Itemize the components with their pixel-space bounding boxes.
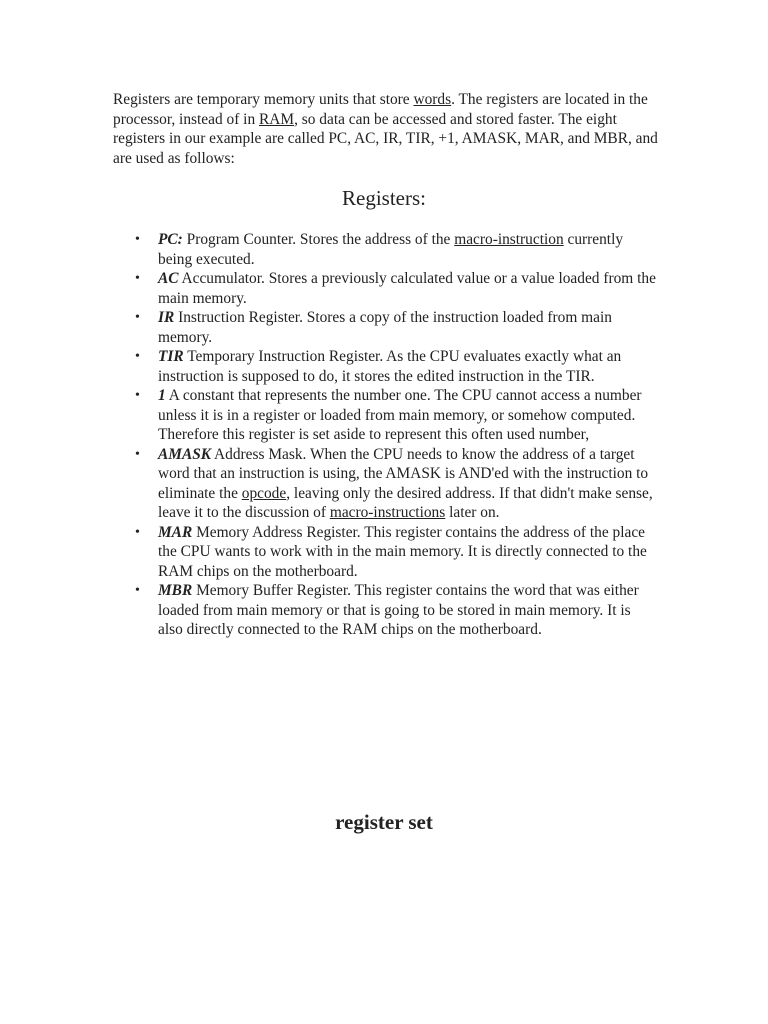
register-name: PC: — [158, 231, 183, 248]
register-item-mbr — [135, 581, 658, 640]
bullet-icon: • — [135, 310, 140, 325]
register-name: AC — [158, 270, 179, 287]
bullet-icon: • — [135, 583, 140, 598]
registers-heading: Registers: — [342, 186, 426, 210]
bullet-icon: • — [135, 388, 140, 403]
register-name: MBR — [158, 582, 193, 599]
link-macro-instructions[interactable]: macro-instructions — [329, 504, 446, 521]
link-words[interactable]: words — [413, 91, 452, 108]
bullet-icon: • — [135, 446, 140, 462]
register-description — [158, 231, 623, 268]
register-description: Accumulator. Stores a previously calculated value or a value loaded from the main memory. — [158, 270, 656, 307]
intro-text-2: . The registers are located in the processor, instead of in — [113, 91, 648, 128]
register-set-heading: register set — [335, 810, 433, 834]
register-item-tir — [135, 347, 658, 386]
intro-text-1: Registers are temporary memory units that store — [113, 91, 414, 108]
link-opcode[interactable]: opcode — [241, 484, 287, 502]
bullet-icon: • — [135, 349, 140, 364]
register-description: Memory Address Register. This register contains the address of the place the CPU wants to work with in the main memory. It is directly connected to the RAM chips on the motherboard. — [158, 523, 647, 580]
register-name: 1 — [158, 387, 166, 404]
register-desc-text: Address Mask. When the CPU needs to know the address of a target word that an instruction is using, the AMASK is AND'ed with the instruction to eliminate the — [158, 445, 649, 502]
link-macro-instruction[interactable]: macro-instruction — [454, 231, 564, 248]
register-desc-text: later on. — [445, 504, 500, 521]
register-desc-text: , leaving only the desired address. If that didn't make sense, leave it to the discussion of — [158, 484, 653, 521]
register-item-mar — [135, 523, 658, 582]
register-desc-text: currently being executed. — [158, 231, 624, 268]
register-name: TIR — [158, 348, 184, 365]
register-description: Memory Buffer Register. This register contains the word that was either loaded from main memory or that is going to be stored in main memory. It is also directly connected to the RAM chips on the motherboard. — [158, 582, 639, 638]
bullet-icon: • — [135, 524, 140, 540]
register-item-ac — [135, 269, 658, 308]
register-item-amask — [135, 445, 658, 523]
register-list — [135, 230, 658, 640]
bullet-icon: • — [135, 271, 140, 286]
register-item-pc — [135, 230, 658, 269]
register-name: AMASK — [158, 445, 212, 463]
register-item-ir — [135, 308, 658, 347]
link-ram[interactable]: RAM — [259, 110, 295, 128]
intro-text-3: , so data can be accessed and stored faster. The eight registers in our example are called PC, AC, IR, TIR, +1, AMASK, MAR, and MBR, and are used as follows: — [113, 110, 658, 167]
register-name: IR — [158, 309, 175, 326]
intro-paragraph — [113, 90, 658, 168]
register-desc-text: Program Counter. Stores the address of the — [182, 231, 455, 248]
register-description: A constant that represents the number one. The CPU cannot access a number unless it is in a register or loaded from main memory, or somehow computed. Therefore this register is set aside to represent this often used number, — [158, 387, 642, 443]
register-description: Temporary Instruction Register. As the CPU evaluates exactly what an instruction is supposed to do, it stores the edited instruction in the TIR. — [158, 348, 622, 385]
register-name: MAR — [158, 523, 193, 541]
register-item-one — [135, 386, 658, 445]
bullet-icon: • — [135, 232, 140, 247]
register-description: Instruction Register. Stores a copy of the instruction loaded from main memory. — [158, 309, 612, 346]
register-description — [158, 446, 653, 522]
